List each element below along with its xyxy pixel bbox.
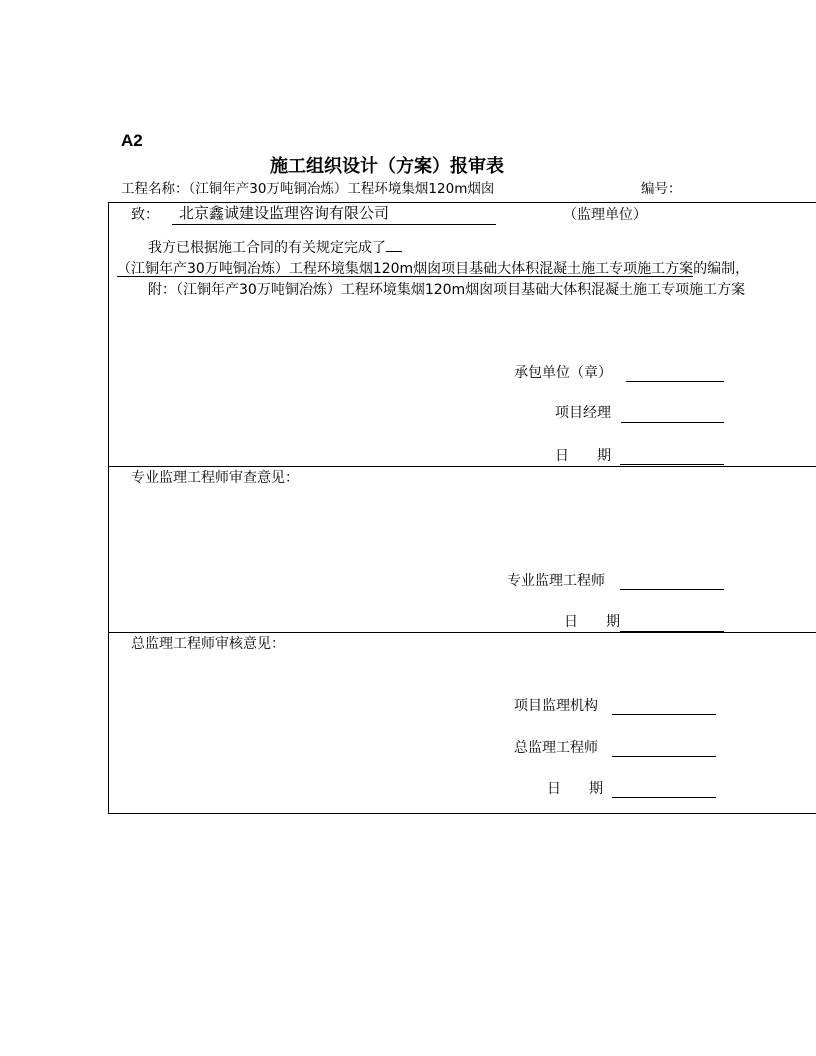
attachment-line: 附：（江铜年产30万吨铜冶炼）工程环境集烟120m烟囱项目基础大体积混凝土施工专项施工方案 <box>148 282 746 298</box>
supervision-org-label: 项目监理机构 <box>514 698 598 714</box>
supervisor-unit-label: （监理单位） <box>563 207 647 223</box>
plan-name: （江铜年产30万吨铜冶炼）工程环境集烟120m烟囱项目基础大体积混凝土施工专项施工方案 <box>117 261 694 277</box>
serial-number-label: 编号： <box>641 181 682 197</box>
date-field-3[interactable] <box>612 797 716 798</box>
body-text-intro: 我方已根据施工合同的有关规定完成了 <box>148 240 386 256</box>
body-text-blank <box>386 251 402 252</box>
form-code: A2 <box>121 131 143 150</box>
engineer-signature-field[interactable] <box>620 589 724 590</box>
project-name-label: 工程名称： <box>121 181 189 197</box>
date-field-2[interactable] <box>620 631 724 632</box>
supervision-org-field[interactable] <box>612 714 716 715</box>
body-text-line2 <box>117 262 749 277</box>
date-label-1: 日 期 <box>555 448 611 464</box>
contractor-label: 承包单位（章） <box>514 365 612 381</box>
date-label-2: 日 期 <box>564 614 620 630</box>
contractor-signature-field[interactable] <box>626 381 724 382</box>
form-title: 施工组织设计（方案）报审表 <box>270 156 504 177</box>
section-divider-2 <box>108 632 816 633</box>
body-text-line1 <box>148 241 402 255</box>
section-divider-1 <box>108 466 816 467</box>
date-field-1[interactable] <box>620 464 724 465</box>
chief-engineer-label: 总监理工程师 <box>514 740 598 756</box>
project-manager-label: 项目经理 <box>555 405 611 421</box>
project-manager-signature-field[interactable] <box>621 422 724 423</box>
project-name-value: （江铜年产30万吨铜冶炼）工程环境集烟120m烟囱 <box>188 181 495 197</box>
engineer-label: 专业监理工程师 <box>507 573 605 589</box>
body-text-tail: 的编制， <box>693 261 750 277</box>
chief-engineer-signature-field[interactable] <box>612 756 716 757</box>
supervisor-company: 北京鑫诚建设监理咨询有限公司 <box>179 204 390 222</box>
supervisor-company-field[interactable] <box>172 206 496 225</box>
engineer-review-heading: 专业监理工程师审查意见： <box>131 470 299 486</box>
project-name-row <box>121 183 494 197</box>
chief-review-heading: 总监理工程师审核意见： <box>131 636 285 652</box>
to-label: 致： <box>131 207 159 223</box>
date-label-3: 日 期 <box>547 781 603 797</box>
